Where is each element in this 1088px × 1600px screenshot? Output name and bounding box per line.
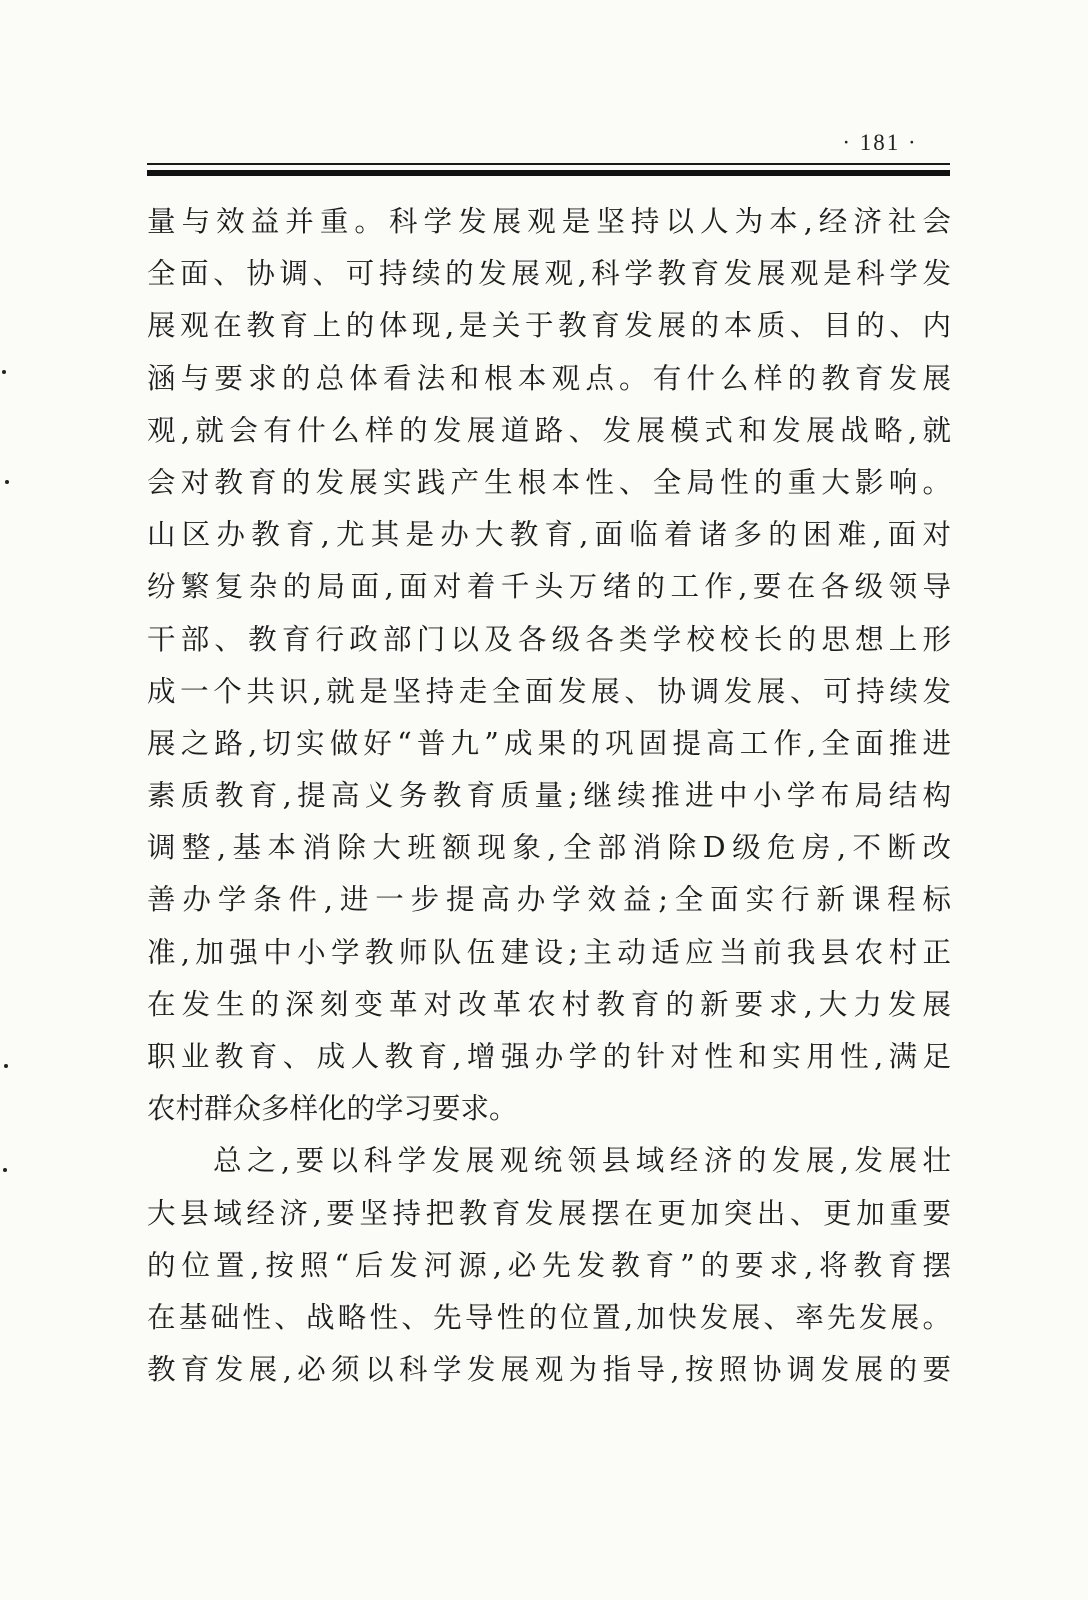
text-line: 纷繁复杂的局面,面对着千头万绪的工作,要在各级领导 (147, 570, 951, 604)
text-line: 量与效益并重。科学发展观是坚持以人为本,经济社会 (147, 205, 951, 238)
paragraph-first-line: 总之,要以科学发展观统领县域经济的发展,发展壮 (213, 1144, 951, 1178)
scan-speck (4, 1064, 8, 1068)
body-text (147, 196, 951, 1396)
text-line: 教育发展,必须以科学发展观为指导,按照协调发展的要 (147, 1353, 951, 1387)
text-line: 会对教育的发展实践产生根本性、全局性的重大影响。 (147, 465, 951, 499)
scan-speck (2, 370, 6, 374)
text-line: 素质教育,提高义务教育质量;继续推进中小学布局结构 (147, 779, 951, 813)
text-line: 职业教育、成人教育,增强办学的针对性和实用性,满足 (147, 1040, 951, 1073)
text-line: 在基础性、战略性、先导性的位置,加快发展、率先发展。 (147, 1300, 951, 1334)
text-line: 展观在教育上的体现,是关于教育发展的本质、目的、内 (147, 309, 951, 343)
text-line: 调整,基本消除大班额现象,全部消除D级危房,不断改 (147, 831, 951, 865)
text-line: 涵与要求的总体看法和根本观点。有什么样的教育发展 (147, 361, 951, 395)
text-line: 善办学条件,进一步提高办学效益;全面实行新课程标 (147, 883, 951, 917)
scan-speck (5, 480, 9, 484)
text-line: 准,加强中小学教师队伍建设;主动适应当前我县农村正 (147, 935, 951, 969)
text-line: 展之路,切实做好“普九”成果的巩固提高工作,全面推进 (147, 726, 951, 760)
text-line: 的位置,按照“后发河源,必先发教育”的要求,将教育摆 (147, 1248, 951, 1282)
header-rule-thin (147, 163, 950, 165)
header-rule-thick (147, 170, 950, 176)
paragraph-end-line: 农村群众多样化的学习要求。 (147, 1092, 518, 1126)
text-line: 大县域经济,要坚持把教育发展摆在更加突出、更加重要 (147, 1196, 951, 1230)
scan-speck (3, 1168, 7, 1172)
text-line: 山区办教育,尤其是办大教育,面临着诸多的困难,面对 (147, 518, 951, 552)
text-line: 干部、教育行政部门以及各级各类学校校长的思想上形 (147, 622, 951, 656)
text-line: 观,就会有什么样的发展道路、发展模式和发展战略,就 (147, 413, 951, 447)
text-line: 全面、协调、可持续的发展观,科学教育发展观是科学发 (147, 257, 951, 291)
text-line: 成一个共识,就是坚持走全面发展、协调发展、可持续发 (147, 674, 951, 708)
text-line: 在发生的深刻变革对改革农村教育的新要求,大力发展 (147, 987, 951, 1021)
page-number: · 181 · (842, 130, 918, 155)
